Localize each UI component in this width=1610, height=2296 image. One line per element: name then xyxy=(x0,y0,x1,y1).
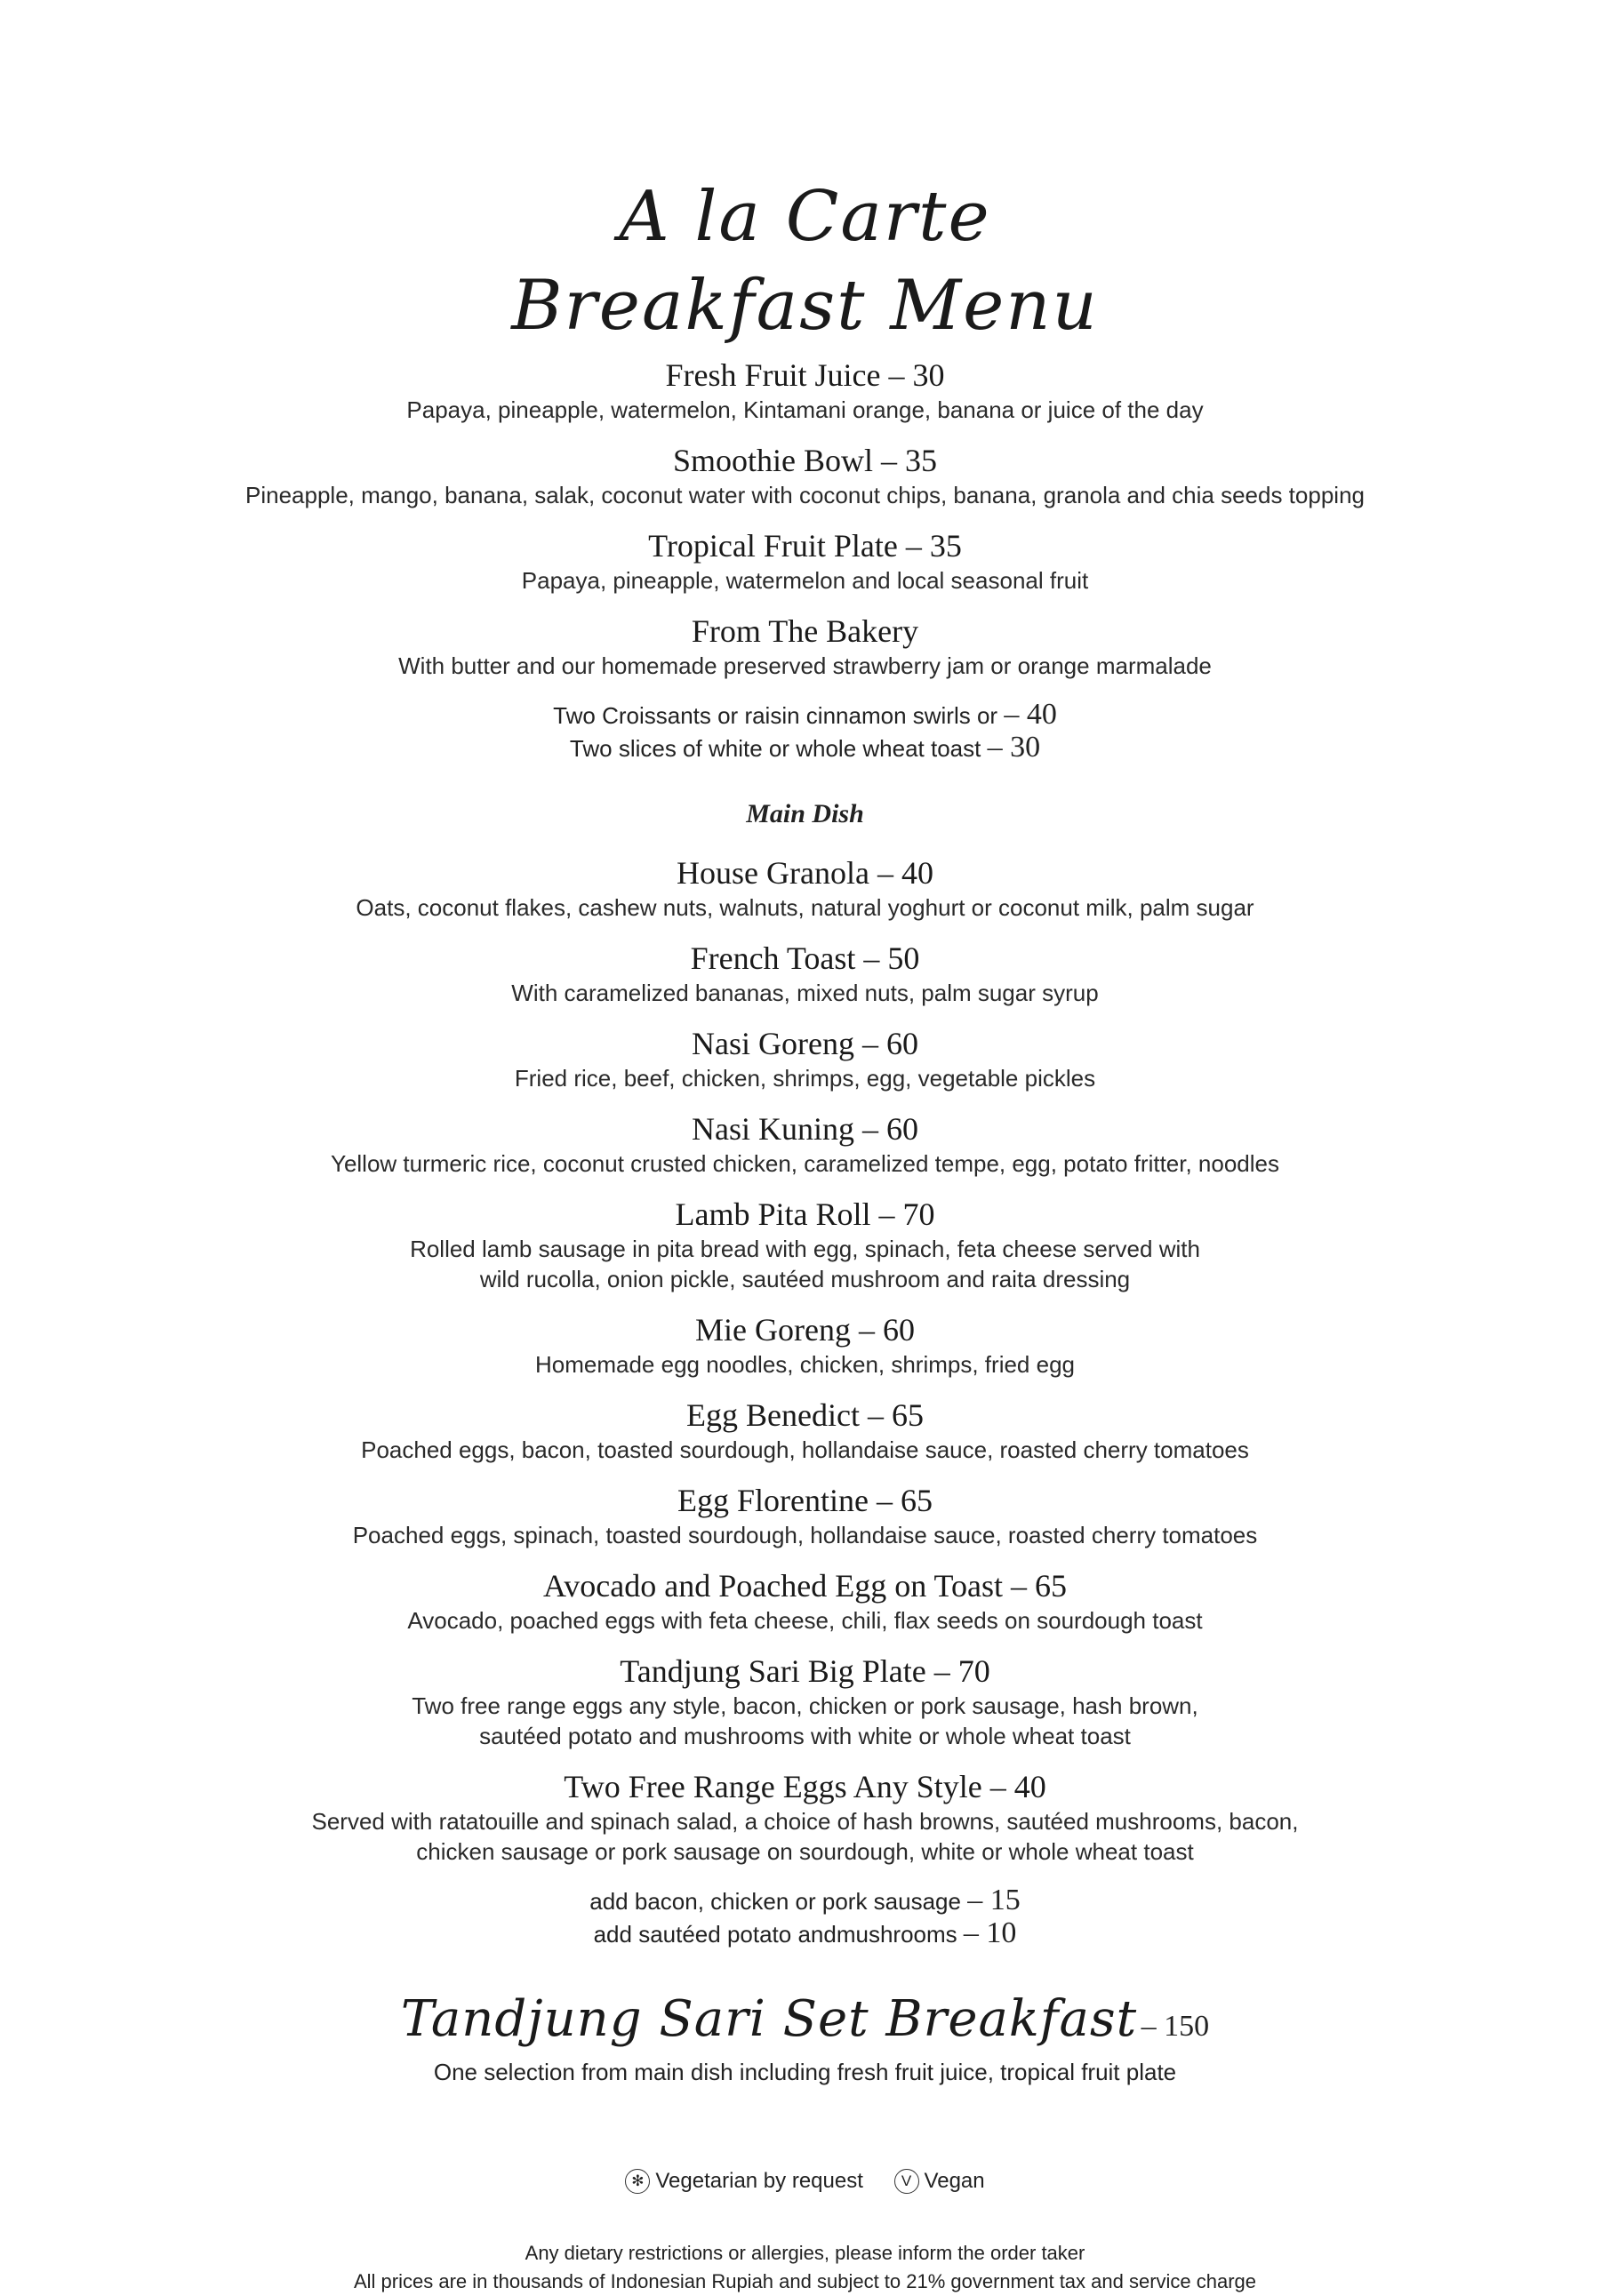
item-description: Served with ratatouille and spinach salad, a choice of hash browns, sautéed mushrooms, bacon, xyxy=(311,1808,1299,1835)
menu-item-free-range-eggs xyxy=(0,1767,1610,1867)
menu-content xyxy=(0,356,1610,2296)
item-title: Fresh Fruit Juice – 30 xyxy=(665,357,945,393)
item-description: Oats, coconut flakes, cashew nuts, walnuts, natural yoghurt or coconut milk, palm sugar xyxy=(356,894,1254,921)
menu-item-french-toast xyxy=(0,939,1610,1008)
item-title: Two Free Range Eggs Any Style – 40 xyxy=(564,1769,1046,1804)
legend-label: Vegan xyxy=(924,2168,985,2193)
item-description: With caramelized bananas, mixed nuts, palm sugar syrup xyxy=(511,980,1099,1006)
item-description: Avocado, poached eggs with feta cheese, chili, flax seeds on sourdough toast xyxy=(407,1607,1203,1634)
item-description: Two free range eggs any style, bacon, chicken or pork sausage, hash brown, xyxy=(412,1692,1198,1719)
item-description: Rolled lamb sausage in pita bread with egg, spinach, feta cheese served with xyxy=(410,1236,1200,1262)
item-description: Poached eggs, bacon, toasted sourdough, hollandaise sauce, roasted cherry tomatoes xyxy=(361,1436,1249,1463)
item-title: Egg Florentine – 65 xyxy=(677,1483,933,1518)
item-description: chicken sausage or pork sausage on sourdough, white or whole wheat toast xyxy=(416,1838,1194,1865)
menu-title-line2: Breakfast Menu xyxy=(511,266,1099,346)
option-price: – 10 xyxy=(963,1916,1017,1949)
footer-price-note: All prices are in thousands of Indonesian Rupiah and subject to 21% government tax and service charge xyxy=(353,2269,1257,2292)
option-price: – 30 xyxy=(987,731,1041,764)
option-price: – 15 xyxy=(967,1884,1021,1916)
item-title: Nasi Goreng – 60 xyxy=(692,1026,918,1061)
option-text: Two Croissants or raisin cinnamon swirls or xyxy=(553,702,998,729)
extras xyxy=(0,1884,1610,1950)
main-dish-heading: Main Dish xyxy=(746,799,864,828)
item-title: Tropical Fruit Plate – 35 xyxy=(648,528,962,564)
item-title: From The Bakery xyxy=(691,613,919,649)
set-breakfast-name: Tandjung Sari Set Breakfast xyxy=(400,1990,1138,2048)
item-description: sautéed potato and mushrooms with white or whole wheat toast xyxy=(479,1723,1131,1749)
menu-item-big-plate xyxy=(0,1652,1610,1751)
vegan-icon: V xyxy=(894,2169,919,2194)
item-title: Lamb Pita Roll – 70 xyxy=(675,1196,935,1232)
menu-item-tropical-fruit-plate xyxy=(0,526,1610,596)
set-breakfast xyxy=(0,1990,1610,2087)
legend-vegan xyxy=(894,2168,985,2195)
menu-item-lamb-pita-roll xyxy=(0,1195,1610,1294)
dietary-legend xyxy=(0,2167,1610,2195)
legend-vegetarian xyxy=(625,2168,863,2195)
bakery-option xyxy=(0,732,1610,764)
set-breakfast-title xyxy=(0,1990,1610,2048)
item-title: Tandjung Sari Big Plate – 70 xyxy=(620,1653,990,1689)
menu-item-egg-benedict xyxy=(0,1396,1610,1465)
item-title: French Toast – 50 xyxy=(690,940,920,976)
menu-item-mie-goreng xyxy=(0,1310,1610,1380)
item-title: Nasi Kuning – 60 xyxy=(692,1111,918,1147)
item-title: Egg Benedict – 65 xyxy=(686,1397,924,1433)
set-breakfast-description: One selection from main dish including fresh fruit juice, tropical fruit plate xyxy=(433,2059,1177,2085)
item-description: With butter and our homemade preserved strawberry jam or orange marmalade xyxy=(398,652,1212,679)
item-title: Mie Goreng – 60 xyxy=(695,1312,915,1348)
vegetarian-icon: ✻ xyxy=(625,2169,650,2194)
menu-item-egg-florentine xyxy=(0,1481,1610,1550)
menu-item-avocado-poached-egg xyxy=(0,1566,1610,1636)
menu-title-line1: A la Carte xyxy=(619,177,991,257)
option-text: add sautéed potato andmushrooms xyxy=(593,1921,957,1948)
bakery-option xyxy=(0,699,1610,732)
item-description: Homemade egg noodles, chicken, shrimps, fried egg xyxy=(535,1351,1075,1378)
legend-label: Vegetarian by request xyxy=(655,2168,863,2193)
footer-notes xyxy=(0,2239,1610,2296)
footer-allergy-note: Any dietary restrictions or allergies, please inform the order taker xyxy=(525,2241,1085,2264)
item-description: Papaya, pineapple, watermelon, Kintamani orange, banana or juice of the day xyxy=(406,396,1204,423)
item-description: Fried rice, beef, chicken, shrimps, egg, vegetable pickles xyxy=(514,1065,1096,1092)
item-title: Smoothie Bowl – 35 xyxy=(672,443,938,478)
menu-item-fresh-fruit-juice xyxy=(0,356,1610,425)
option-text: Two slices of white or whole wheat toast xyxy=(569,735,981,762)
bakery-options xyxy=(0,699,1610,764)
menu-item-smoothie-bowl xyxy=(0,441,1610,510)
extra-option xyxy=(0,1917,1610,1950)
option-price: – 40 xyxy=(1004,698,1057,731)
menu-item-nasi-goreng xyxy=(0,1024,1610,1093)
menu-item-house-granola xyxy=(0,853,1610,923)
item-description: Papaya, pineapple, watermelon and local seasonal fruit xyxy=(521,567,1089,594)
menu-item-from-the-bakery xyxy=(0,612,1610,681)
option-text: add bacon, chicken or pork sausage xyxy=(589,1888,961,1915)
item-title: House Granola – 40 xyxy=(677,855,933,891)
menu-item-nasi-kuning xyxy=(0,1109,1610,1179)
set-breakfast-price: – 150 xyxy=(1141,2010,1210,2043)
item-description: Pineapple, mango, banana, salak, coconut water with coconut chips, banana, granola and chia seeds topping xyxy=(245,482,1365,508)
item-description: wild rucolla, onion pickle, sautéed mushroom and raita dressing xyxy=(479,1266,1131,1292)
item-description: Yellow turmeric rice, coconut crusted chicken, caramelized tempe, egg, potato fritter, noodles xyxy=(330,1150,1279,1177)
item-description: Poached eggs, spinach, toasted sourdough, hollandaise sauce, roasted cherry tomatoes xyxy=(352,1522,1258,1548)
item-title: Avocado and Poached Egg on Toast – 65 xyxy=(542,1568,1068,1604)
extra-option xyxy=(0,1884,1610,1917)
